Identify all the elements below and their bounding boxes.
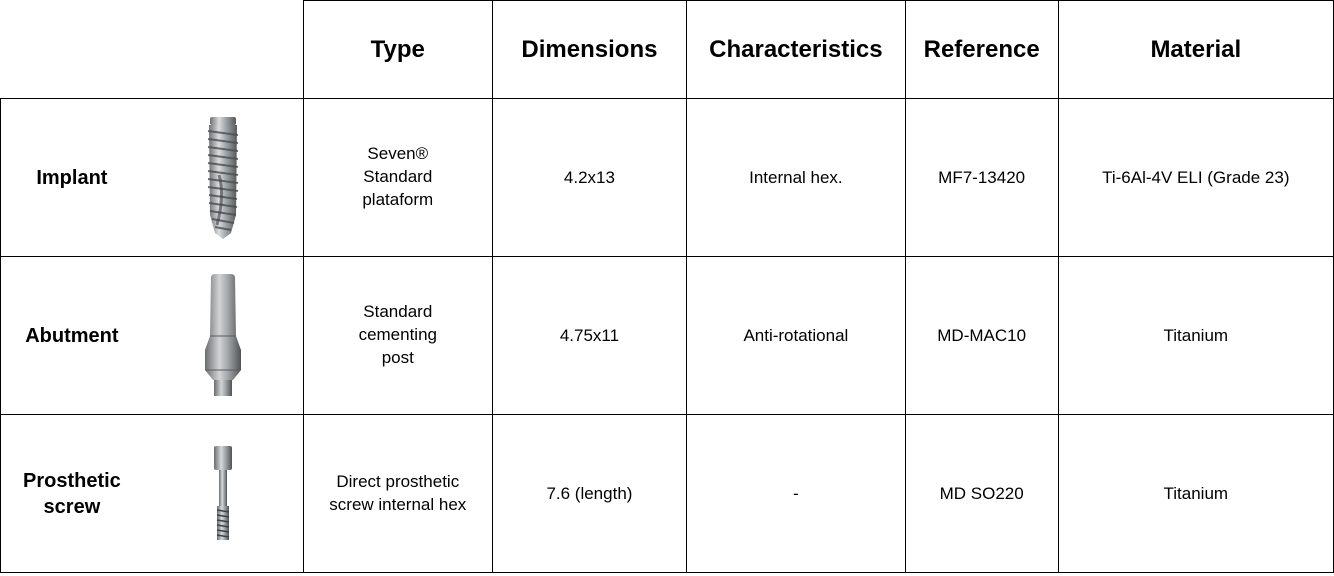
cell-reference: MD-MAC10 <box>905 257 1058 415</box>
cell-dimensions: 4.2x13 <box>492 99 686 257</box>
row-image-cell <box>143 99 303 257</box>
cell-material: Titanium <box>1058 257 1333 415</box>
name-text: Prosthetic screw <box>23 469 121 518</box>
row-name-prosthetic-screw <box>1 415 143 573</box>
header-type: Type <box>303 1 492 99</box>
type-text: Seven® Standard plataform <box>362 144 434 209</box>
header-reference: Reference <box>905 1 1058 99</box>
cell-characteristics: - <box>687 415 906 573</box>
table-row <box>1 257 1334 415</box>
cell-material: Titanium <box>1058 415 1333 573</box>
cell-dimensions: 7.6 (length) <box>492 415 686 573</box>
type-text: Standard cementing post <box>358 302 437 367</box>
header-dimensions: Dimensions <box>492 1 686 99</box>
cell-type <box>303 257 492 415</box>
cell-reference: MD SO220 <box>905 415 1058 573</box>
cell-reference: MF7-13420 <box>905 99 1058 257</box>
cell-characteristics: Internal hex. <box>687 99 906 257</box>
prosthetic-screw-icon <box>211 444 235 544</box>
header-material: Material <box>1058 1 1333 99</box>
row-name-abutment: Abutment <box>1 257 143 415</box>
table-row <box>1 415 1334 573</box>
row-name-implant: Implant <box>1 99 143 257</box>
cell-material: Ti-6Al-4V ELI (Grade 23) <box>1058 99 1333 257</box>
type-text: Direct prosthetic screw internal hex <box>329 471 467 514</box>
cell-dimensions: 4.75x11 <box>492 257 686 415</box>
cell-type <box>303 415 492 573</box>
header-characteristics: Characteristics <box>687 1 906 99</box>
row-image-cell <box>143 415 303 573</box>
cell-characteristics: Anti-rotational <box>687 257 906 415</box>
table-row <box>1 99 1334 257</box>
row-image-cell <box>143 257 303 415</box>
abutment-icon <box>203 272 243 400</box>
header-row <box>1 1 1334 99</box>
cell-type <box>303 99 492 257</box>
dental-implant-icon <box>201 115 245 241</box>
header-blank <box>1 1 304 99</box>
